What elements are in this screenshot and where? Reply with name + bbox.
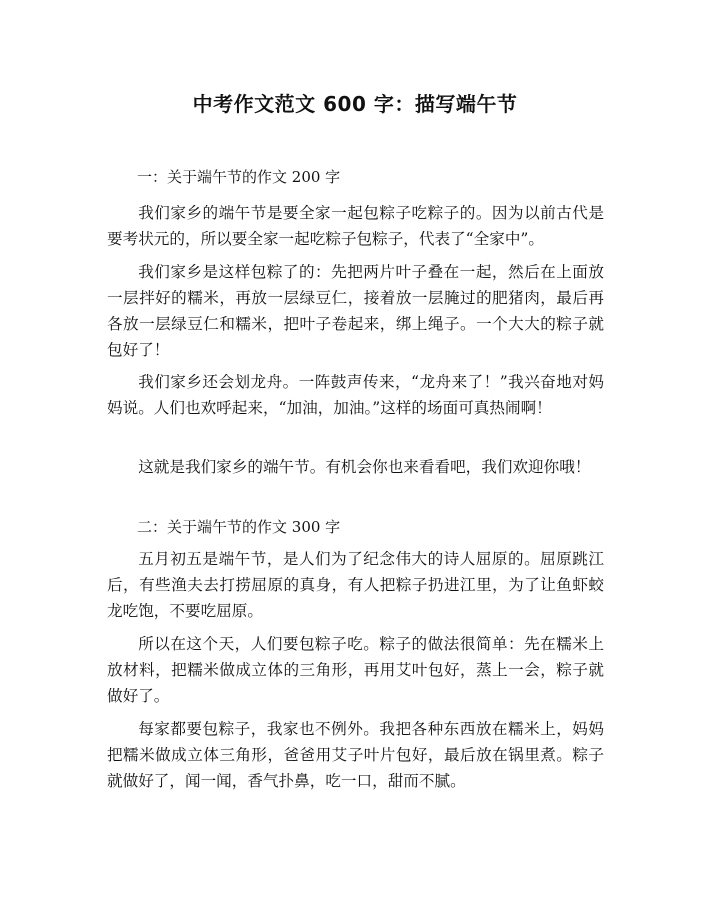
- paragraph: 五月初五是端午节，是人们为了纪念伟大的诗人屈原的。屈原跳江后，有些渔夫去打捞屈原的真身，有人把粽子扔进江里，为了让鱼虾蛟龙吃饱，不要吃屈原。: [107, 550, 604, 620]
- section-heading-1: 一：关于端午节的作文 200 字: [137, 168, 341, 186]
- paragraph: 我们家乡还会划龙舟。一阵鼓声传来，“龙舟来了！”我兴奋地对妈妈说。人们也欢呼起来，“加油，加油。”这样的场面可真热闹啊！: [107, 373, 604, 417]
- paragraph: 所以在这个天，人们要包粽子吃。粽子的做法很简单：先在糯米上放材料，把糯米做成立体的三角形，再用艾叶包好，蒸上一会，粽子就做好了。: [107, 635, 604, 705]
- paragraph: 这就是我们家乡的端午节。有机会你也来看看吧，我们欢迎你哦！: [138, 458, 591, 476]
- section-heading-2: 二：关于端午节的作文 300 字: [137, 518, 341, 536]
- paragraph: 每家都要包粽子，我家也不例外。我把各种东西放在糯米上，妈妈把糯米做成立体三角形，爸爸用艾子叶片包好，最后放在锅里煮。粽子就做好了，闻一闻，香气扑鼻，吃一口，甜而不腻。: [107, 720, 604, 790]
- paragraph: 我们家乡的端午节是要全家一起包粽子吃粽子的。因为以前古代是要考状元的，所以要全家一起吃粽子包粽子，代表了“全家中”。: [107, 204, 604, 248]
- paragraph: 我们家乡是这样包粽了的：先把两片叶子叠在一起，然后在上面放一层拌好的糯米，再放一层绿豆仁，接着放一层腌过的肥猪肉，最后再各放一层绿豆仁和糯米，把叶子卷起来，绑上绳子。一个大大的粽子就包好了！: [107, 263, 604, 359]
- document-title: 中考作文范文 600 字：描写端午节: [192, 92, 518, 116]
